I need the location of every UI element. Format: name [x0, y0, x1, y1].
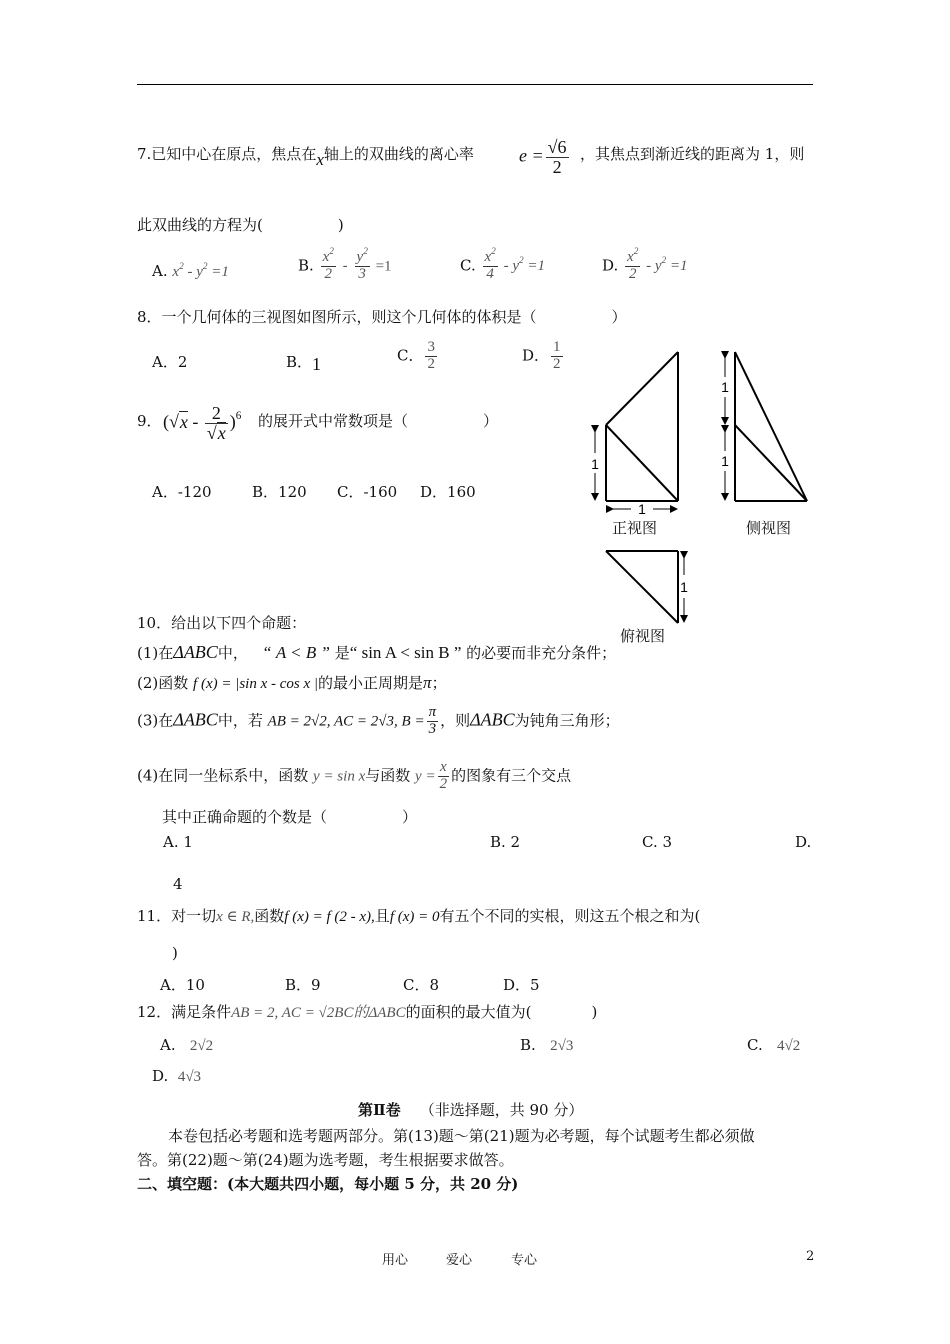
q8-option-a: A．2	[152, 353, 188, 371]
q11-option-a: A．10	[160, 976, 205, 994]
q12-opt-c-val: 4√2	[777, 1038, 801, 1054]
q7-opt-b-label: B.	[298, 256, 314, 275]
q10-p3-e: 为钝角三角形；	[514, 711, 620, 730]
q12-option-c	[747, 1036, 800, 1055]
footer-motto-3: 专心	[511, 1253, 538, 1268]
q8-opt-d-label: D．	[522, 346, 550, 365]
q10-title: 10．给出以下四个命题：	[137, 614, 307, 632]
q8-opt-c-den: 2	[427, 355, 435, 372]
q9-exponent: 6	[235, 410, 242, 423]
q10-p3-b: 中，若	[217, 711, 263, 730]
q10-option-d-value: 4	[173, 875, 183, 893]
q12-c: 的面积的最大值为( )	[405, 1003, 598, 1021]
q10-p2-e: ；	[431, 674, 447, 692]
front-view-label: 正视图	[612, 520, 658, 537]
q12-option-b	[520, 1036, 573, 1055]
q7-e-lhs: e =	[519, 145, 544, 166]
q12-a: 12．满足条件	[137, 1003, 232, 1021]
q10-p1-e: “ sin A < sin B ”	[349, 643, 462, 662]
q10-p1-f: 的必要而非充分条件；	[466, 644, 617, 662]
front-view	[606, 352, 678, 501]
q10-p3-d: ，则	[440, 711, 471, 730]
q10-p4-d: y =	[415, 768, 436, 785]
top-view	[606, 551, 678, 623]
q10-p2-c: 的最小正周期是	[318, 674, 424, 692]
q8-opt-b-label: B．	[286, 353, 313, 371]
q11-option-c: C．8	[403, 976, 440, 994]
part2-para2: 答。第(22)题～第(24)题为选考题，考生根据要求做答。	[137, 1151, 514, 1169]
q8-opt-c-label: C．	[397, 346, 424, 365]
q10-p3-num: π	[428, 704, 437, 720]
side-view-label: 侧视图	[746, 520, 792, 537]
q10-p3-den: 3	[428, 720, 437, 737]
header-rule	[137, 84, 813, 85]
part2-title: 第Ⅱ卷	[358, 1101, 401, 1119]
q10-p2-d: π	[423, 673, 432, 692]
footer-motto-2: 爱心	[446, 1253, 473, 1268]
q10-p1-d: 是	[334, 644, 350, 662]
q7-option-b: B. $\frac{x^2}{2}$ - $\frac{y^2}{3}$ =1	[298, 247, 392, 282]
q12-text	[137, 1001, 597, 1022]
q7-line2: 此双曲线的方程为( )	[137, 216, 344, 234]
q10-option-a: A. 1	[163, 833, 193, 851]
q12-option-a	[160, 1036, 213, 1055]
q9-option-c: C．-160	[337, 483, 398, 501]
q12-opt-a-val: 2√2	[189, 1038, 214, 1054]
q8-option-d	[522, 340, 565, 373]
q9-frac-num: 2	[205, 404, 228, 424]
q7-e-num: √6	[547, 137, 567, 157]
q12-opt-a-label: A.	[160, 1036, 176, 1054]
page-number: 2	[806, 1249, 815, 1264]
q7-option-d: D. $\frac{x^2}{2}$ - $y^2 =1$	[602, 247, 688, 282]
q12-option-d	[152, 1067, 201, 1086]
q10-p4-e: 的图象有三个交点	[451, 766, 572, 785]
side-view	[735, 352, 807, 501]
q9-text: 的展开式中常数项是（ ）	[258, 412, 499, 430]
q7-eccentricity	[519, 138, 571, 177]
q11-text	[137, 905, 700, 926]
footer-motto-1: 用心	[382, 1253, 409, 1268]
q8-opt-b-val: 1	[312, 354, 322, 374]
q12-b: AB = 2, AC = √2BC的ΔABC	[231, 1005, 406, 1021]
q10-proposition-1	[137, 642, 616, 663]
q10-p3-triangle: ΔABC	[173, 709, 218, 730]
q10-p1-b: 中，	[217, 644, 248, 662]
q11-close: )	[172, 944, 178, 962]
q7-opt-c-label: C.	[460, 256, 476, 275]
q10-proposition-3	[137, 705, 620, 738]
front-dim-horizontal: 1	[638, 501, 646, 517]
section-fill-in: 二、填空题：(本大题共四小题，每小题 5 分，共 20 分)	[137, 1175, 519, 1193]
q10-p4-b: y = sin x	[313, 768, 366, 785]
q7-option-c: C. $\frac{x^2}{4}$ - $y^2 =1$	[460, 247, 546, 282]
side-dim-upper: 1	[721, 379, 729, 395]
q10-p2-a: (2)函数	[137, 674, 189, 692]
q10-proposition-2	[137, 672, 447, 693]
q7-opt-d-label: D.	[602, 256, 619, 275]
top-dim: 1	[680, 579, 688, 595]
q12-opt-d-label: D.	[152, 1067, 169, 1085]
q12-opt-b-val: 2√3	[550, 1038, 574, 1054]
q9-expression: (√x - $\frac{2}{√x}$ )$^6$	[163, 403, 242, 443]
q7-option-a	[152, 262, 229, 281]
q11-f: f (x) = 0	[389, 909, 440, 925]
q7-e-den: 2	[552, 156, 562, 177]
q10-count-text: 其中正确命题的个数是（ ）	[162, 808, 418, 826]
q10-p4-c: 与函数	[365, 766, 411, 785]
q11-option-b: B．9	[285, 976, 321, 994]
q8-opt-d-num: 1	[553, 339, 561, 355]
part2-para1: 本卷包括必考题和选考题两部分。第(13)题～第(21)题为必考题，每个试题考生都必须做	[168, 1127, 755, 1145]
part2-heading	[358, 1099, 583, 1120]
q10-p3-triangle2: ΔABC	[470, 709, 515, 730]
q8-option-b	[286, 351, 321, 372]
q10-p4-den: 2	[439, 775, 448, 792]
three-views-figure	[585, 345, 815, 660]
q10-p1-c: “ A < B ”	[262, 643, 330, 662]
front-dim-vertical: 1	[591, 456, 599, 472]
q10-p1-triangle: ΔABC	[173, 642, 218, 662]
q11-c: 函数	[254, 907, 285, 925]
q7-prefix: 7.已知中心在原点，焦点在	[137, 145, 317, 163]
q7-suffix: ，其焦点到渐近线的距离为 1，则	[580, 145, 805, 163]
q12-opt-d-val: 4√3	[177, 1069, 202, 1085]
q11-a: 11．对一切	[137, 907, 217, 925]
q11-b: x ∈ R,	[216, 909, 255, 925]
q12-opt-c-label: C.	[747, 1036, 763, 1054]
q9-option-b: B．120	[252, 483, 307, 501]
q7-opt-a-label: A.	[152, 262, 168, 280]
q10-p4-a: (4)在同一坐标系中，函数	[137, 766, 309, 785]
q10-option-d: D.	[795, 833, 812, 851]
q10-p3-c: AB = 2√2, AC = 2√3, B =	[267, 713, 425, 730]
q9-num: 9．	[137, 412, 162, 430]
q8-opt-d-den: 2	[553, 355, 561, 372]
q7-line1	[137, 143, 474, 169]
side-dim-lower: 1	[721, 453, 729, 469]
q9-option-d: D．160	[420, 483, 476, 501]
q10-p4-num: x	[438, 760, 450, 777]
q8-opt-c-num: 3	[427, 339, 435, 355]
q8-option-c	[397, 340, 439, 373]
q11-e: 且	[374, 907, 390, 925]
part2-subtitle: （非选择题，共 90 分）	[419, 1101, 584, 1119]
q11-option-d: D．5	[503, 976, 540, 994]
q7-opt-a-formula: $x^2 - y^2 =1$	[172, 262, 229, 280]
q11-d: f (x) = f (2 - x),	[284, 909, 375, 925]
q9-option-a: A．-120	[152, 483, 212, 501]
q10-option-b: B. 2	[490, 833, 521, 851]
q10-option-c: C. 3	[642, 833, 673, 851]
q10-proposition-4	[137, 760, 571, 793]
q12-opt-b-label: B.	[520, 1036, 536, 1054]
q8-text: 8．一个几何体的三视图如图所示，则这个几何体的体积是（ ）	[137, 308, 627, 326]
q11-g: 有五个不同的实根，则这五个根之和为(	[439, 907, 701, 925]
q7-x-var: x	[316, 150, 324, 169]
q7-mid: 轴上的双曲线的离心率	[323, 145, 474, 163]
top-view-label: 俯视图	[620, 628, 666, 645]
q10-p1-a: (1)在	[137, 644, 174, 662]
q10-p2-b: f (x) = |sin x - cos x |	[193, 676, 319, 692]
q10-p3-a: (3)在	[137, 711, 174, 730]
